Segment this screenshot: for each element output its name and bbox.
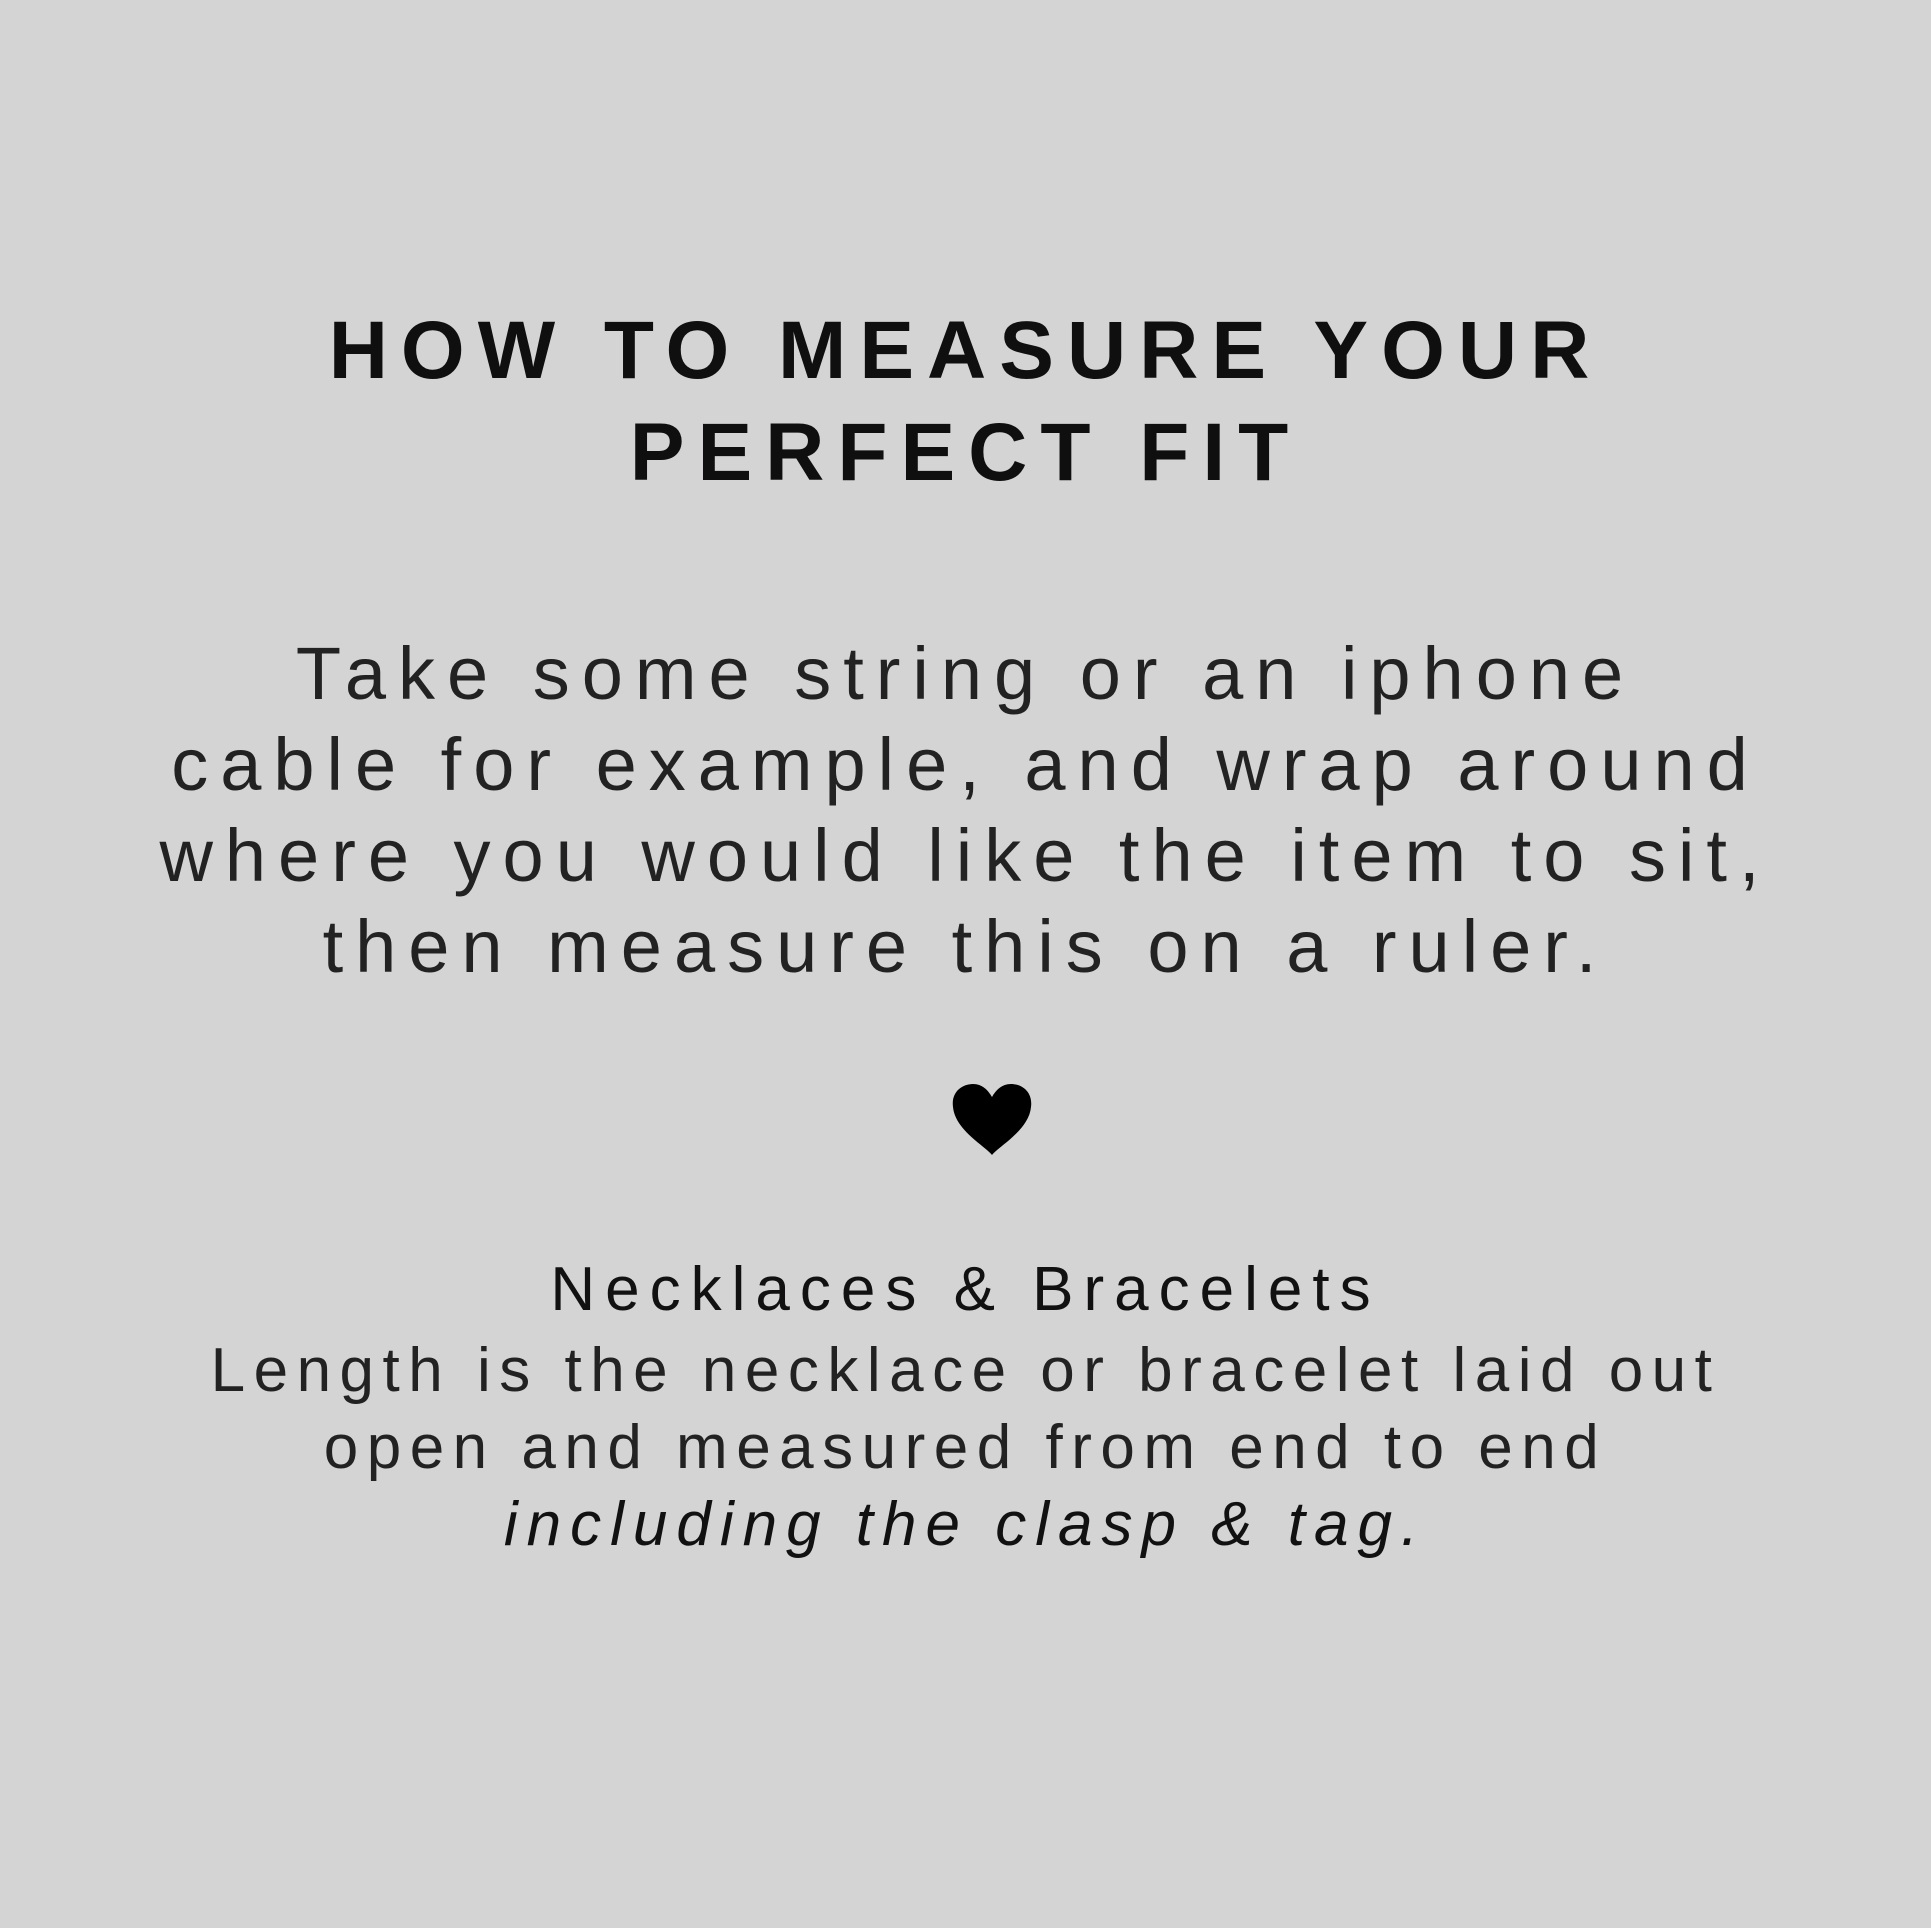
page-title	[0, 300, 1931, 504]
title-line-1: HOW TO MEASURE YOUR	[328, 305, 1603, 396]
intro-line-3: where you would like the item to sit,	[159, 814, 1772, 897]
intro-line-1: Take some string or an iphone	[295, 632, 1636, 715]
section-line-2: open and measured from end to end	[323, 1413, 1608, 1482]
section-heading: Necklaces & Bracelets	[550, 1255, 1381, 1324]
title-line-2: PERFECT FIT	[629, 407, 1302, 498]
section-line-1: Length is the necklace or bracelet laid out	[210, 1336, 1721, 1405]
section-emphasis: including the clasp & tag.	[503, 1490, 1428, 1559]
section-body	[0, 1332, 1931, 1563]
intro-line-4: then measure this on a ruler.	[322, 905, 1609, 988]
intro-line-2: cable for example, and wrap around	[171, 723, 1760, 806]
intro-text	[0, 628, 1931, 992]
heart-icon	[951, 1083, 1033, 1157]
